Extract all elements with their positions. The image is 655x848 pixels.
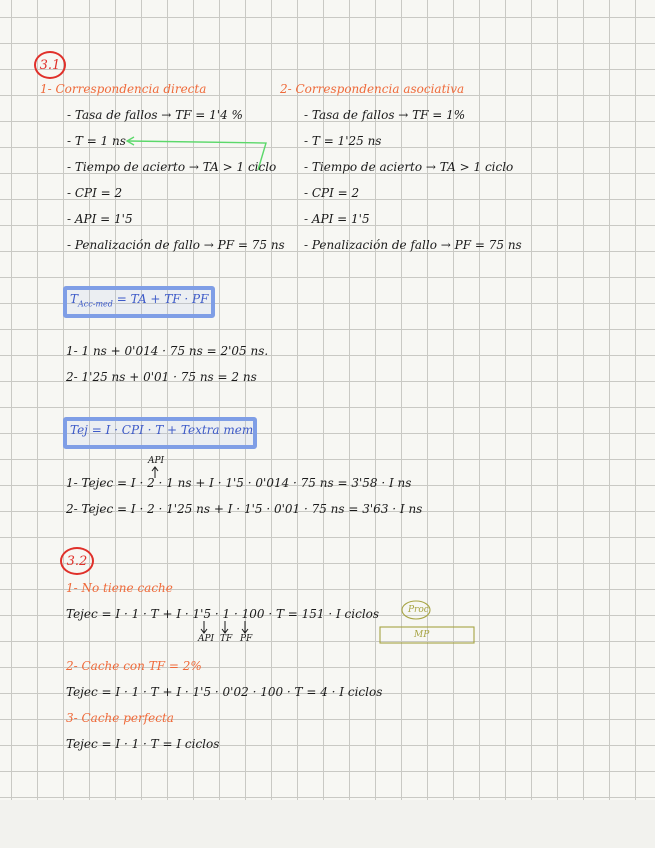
formula-access-time-rhs: = TA + TF · PF	[112, 292, 209, 306]
calc1-line-1: 1- 1 ns + 0'014 · 75 ns = 2'05 ns.	[66, 344, 269, 358]
label-api: API	[198, 634, 215, 644]
api-note: API	[148, 456, 165, 466]
section-badge-3-2: 3.2	[60, 547, 94, 575]
memory-sketch	[380, 601, 474, 643]
col2-line-1: - Tasa de fallos → TF = 1%	[304, 108, 466, 122]
proc-label: Proc	[408, 605, 429, 615]
sec32-equation-3: Tejec = I · 1 · T = I ciclos	[66, 737, 220, 751]
calc2-line-1: 1- Tejec = I · 2 · 1 ns + I · 1'5 · 0'014 · 75 ns = 3'58 · I ns	[66, 476, 412, 490]
col1-line-1: - Tasa de fallos → TF = 1'4 %	[67, 108, 243, 122]
col1-line-4: - CPI = 2	[67, 186, 123, 200]
col1-line-2: - T = 1 ns	[67, 134, 126, 148]
col1-line-6: - Penalización de fallo → PF = 75 ns	[67, 238, 285, 252]
section-badge-3-1: 3.1	[34, 51, 66, 79]
col2-heading: 2- Correspondencia asociativa	[280, 82, 465, 96]
col1-line-3: - Tiempo de acierto → TA > 1 ciclo	[67, 160, 277, 174]
sec32-equation-2: Tejec = I · 1 · T + I · 1'5 · 0'02 · 100 · T = 4 · I ciclos	[66, 685, 383, 699]
formula-access-time-lhs: T	[70, 292, 79, 306]
green-arrow	[127, 137, 266, 170]
calc1-line-2: 2- 1'25 ns + 0'01 · 75 ns = 2 ns	[66, 370, 257, 384]
col1-line-5: - API = 1'5	[67, 212, 133, 226]
mp-label: MP	[414, 630, 430, 640]
col2-line-4: - CPI = 2	[304, 186, 360, 200]
sec32-heading-2: 2- Cache con TF = 2%	[66, 659, 202, 673]
sec32-equation-1: Tejec = I · 1 · T + I · 1'5 · 1 · 100 · T = 151 · I ciclos	[66, 607, 380, 621]
col2-line-6: - Penalización de fallo → PF = 75 ns	[304, 238, 522, 252]
api-arrow	[152, 467, 158, 478]
formula-exec-time: Tej = I · CPI · T + Textra mem	[70, 423, 254, 437]
calc2-line-2: 2- Tejec = I · 2 · 1'25 ns + I · 1'5 · 0'01 · 75 ns = 3'63 · I ns	[66, 502, 423, 516]
label-tf: TF	[220, 634, 233, 644]
col2-line-2: - T = 1'25 ns	[304, 134, 382, 148]
col1-heading: 1- Correspondencia directa	[40, 82, 207, 96]
sec32-heading-3: 3- Cache perfecta	[66, 711, 174, 725]
formula-access-time-sub: Acc-med	[78, 299, 113, 309]
sec32-heading-1: 1- No tiene cache	[66, 581, 173, 595]
down-arrows	[201, 621, 248, 633]
col2-line-5: - API = 1'5	[304, 212, 370, 226]
col2-line-3: - Tiempo de acierto → TA > 1 ciclo	[304, 160, 514, 174]
label-pf: PF	[240, 634, 253, 644]
